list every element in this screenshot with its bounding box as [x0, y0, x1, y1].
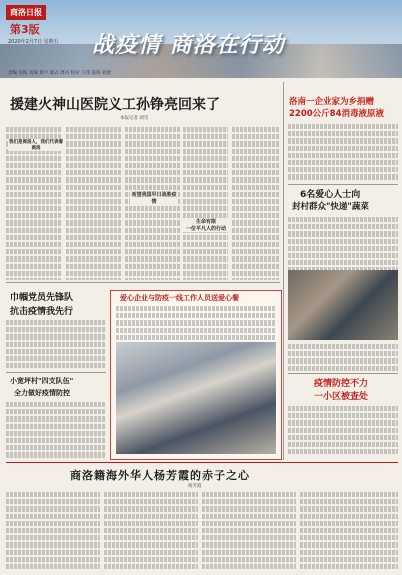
news-photo [288, 270, 398, 340]
bottom-byline: 杨芳霞 [188, 484, 202, 489]
article-column [300, 490, 398, 572]
bottom-headline: 商洛籍海外华人杨芳霞的赤子之心 [70, 469, 250, 482]
section-divider [288, 184, 398, 185]
box-photo [116, 342, 276, 454]
column-divider [283, 82, 284, 460]
section-divider [288, 373, 398, 374]
village-headline-2: 全力做好疫情防控 [14, 389, 70, 397]
section-divider [6, 282, 280, 283]
article-column [183, 125, 228, 280]
article-column [116, 304, 276, 340]
patrol-headline-2: 一小区被查处 [314, 392, 369, 402]
article-column [202, 490, 296, 572]
main-headline: 援建火神山医院义工孙铮亮回来了 [10, 97, 220, 113]
section-divider [6, 462, 398, 463]
women-headline-1: 巾帼党员先锋队 [10, 293, 74, 303]
main-subhead-4: 一位平凡人的行动 [182, 225, 230, 232]
village-headline-1: 小宽坪村"四支队伍" [10, 377, 74, 385]
article-column [6, 318, 106, 368]
box-headline: 爱心企业与防疫一线工作人员送爱心餐 [120, 294, 239, 302]
article-column [6, 400, 106, 458]
article-column [288, 404, 398, 458]
editor-credits: 责编 何海 美编 黄卢 版式 周丹 校对 王伟 值班 刘捷 [8, 71, 111, 76]
main-byline: 本报记者 胡雪 [120, 116, 149, 121]
main-subhead-2: 希望我国早日战胜疫情 [131, 192, 177, 205]
page-number: 第3版 [10, 23, 40, 36]
article-column [6, 490, 100, 572]
article-column [288, 215, 398, 270]
donation-headline-1: 洛南一企业家为乡捐赠 [289, 97, 375, 107]
article-column [232, 125, 280, 280]
article-column [66, 125, 121, 280]
vegetables-headline-2: 封村群众"快递"蔬菜 [292, 202, 369, 212]
article-column [104, 490, 198, 572]
article-column [288, 342, 398, 372]
issue-date: 2020年2月7日 星期五 [8, 39, 59, 45]
main-subhead-3: 生命有限 [182, 218, 230, 225]
vegetables-headline-1: 6名爱心人士向 [300, 190, 361, 200]
women-headline-2: 抗击疫情我先行 [10, 307, 74, 317]
newspaper-logo: 商洛日报 [6, 5, 46, 20]
main-subhead-1: 我们是商洛人，我们代表着商洛 [9, 140, 63, 151]
article-column [288, 122, 398, 182]
section-title: 战疫情 商洛在行动 [92, 33, 285, 58]
masthead-banner [0, 0, 402, 78]
patrol-headline-1: 疫情防控不力 [314, 379, 369, 389]
section-divider [6, 372, 106, 373]
donation-headline-2: 2200公斤84消毒液原液 [289, 109, 384, 119]
